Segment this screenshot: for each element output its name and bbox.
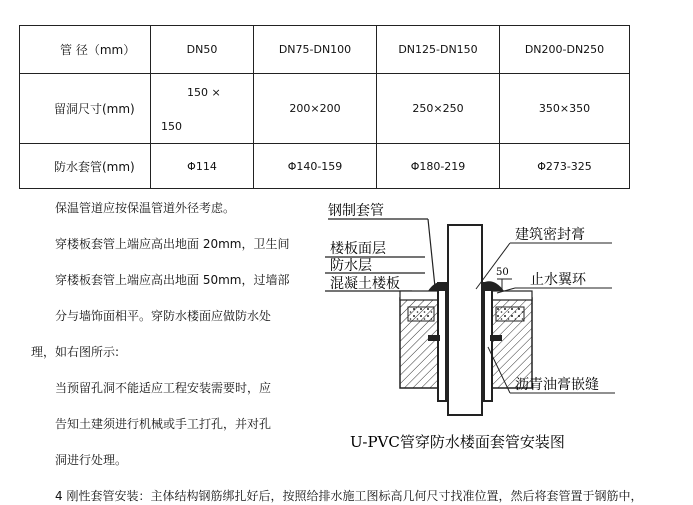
paragraph-line-7: 告知土建须进行机械或手工打孔，并对孔: [55, 417, 272, 431]
table-row-sleeve: [20, 144, 630, 189]
pipe-spec-table: [19, 25, 630, 189]
label-water-stop-ring: 止水翼环: [530, 272, 586, 288]
cell-hole-dn50: [151, 74, 254, 144]
paragraph-line-1: 保温管道应按保温管道外径考虑。: [55, 201, 236, 215]
row-label-hole-size: 留洞尺寸(mm): [20, 74, 151, 144]
label-asphalt-joint: 沥青油膏嵌缝: [515, 377, 599, 393]
sealant-right: [482, 281, 504, 291]
paragraph-line-5: 理，如右图所示:: [31, 345, 120, 359]
cell-sleeve-dn50: Φ114: [151, 144, 254, 189]
row-label-sleeve: 防水套管(mm): [20, 144, 151, 189]
water-stop-ring-right: [490, 335, 502, 341]
paragraph-line-6: 当预留孔洞不能适应工程安装需要时，应: [55, 381, 272, 395]
header-dn50: DN50: [151, 26, 254, 74]
cell-sleeve-dn200-250: Φ273-325: [500, 144, 630, 189]
header-dn200-250: DN200-DN250: [500, 26, 630, 74]
paragraph-line-3: 穿楼板套管上端应高出地面 50mm，过墙部: [55, 273, 290, 287]
header-dn125-150: DN125-DN150: [377, 26, 500, 74]
sealant-left: [428, 282, 446, 291]
steel-sleeve-right: [484, 283, 492, 401]
cell-hole-dn50-part2: 150: [161, 120, 182, 133]
label-steel-sleeve: 钢制套管: [328, 203, 384, 219]
label-waterproof-layer: 防水层: [330, 258, 372, 274]
figure-caption: U-PVC管穿防水楼面套管安装图: [350, 433, 565, 451]
header-dn75-100: DN75-DN100: [254, 26, 377, 74]
cell-hole-dn50-part1: 150 ×: [187, 86, 221, 99]
sleeve-installation-diagram: [300, 195, 693, 460]
cell-sleeve-dn125-150: Φ180-219: [377, 144, 500, 189]
label-dimension-50: 50: [496, 267, 509, 278]
water-stop-ring-left: [428, 335, 440, 341]
label-concrete-slab: 混凝土楼板: [330, 276, 400, 292]
label-sealant: 建筑密封膏: [515, 227, 585, 243]
paragraph-line-2: 穿楼板套管上端应高出地面 20mm，卫生间: [55, 237, 290, 251]
label-floor-surface: 楼板面层: [330, 241, 386, 257]
paragraph-line-4: 分与墙饰面相平。穿防水楼面应做防水处: [55, 309, 272, 323]
header-pipe-diameter: 管 径（mm）: [20, 26, 151, 74]
steel-sleeve-left: [438, 283, 446, 401]
table-header-row: [20, 26, 630, 74]
table-row-hole-size: [20, 74, 630, 144]
cell-sleeve-dn75-100: Φ140-159: [254, 144, 377, 189]
cell-hole-dn75-100: 200×200: [254, 74, 377, 144]
paragraph-line-8: 洞进行处理。: [55, 453, 128, 467]
upvc-pipe: [448, 225, 482, 415]
cell-hole-dn200-250: 350×350: [500, 74, 630, 144]
cell-hole-dn125-150: 250×250: [377, 74, 500, 144]
paragraph-line-9: 4 刚性套管安装：主体结构钢筋绑扎好后，按照给排水施工图标高几何尺寸找准位置，然后将套管置于钢筋中，: [55, 489, 643, 503]
